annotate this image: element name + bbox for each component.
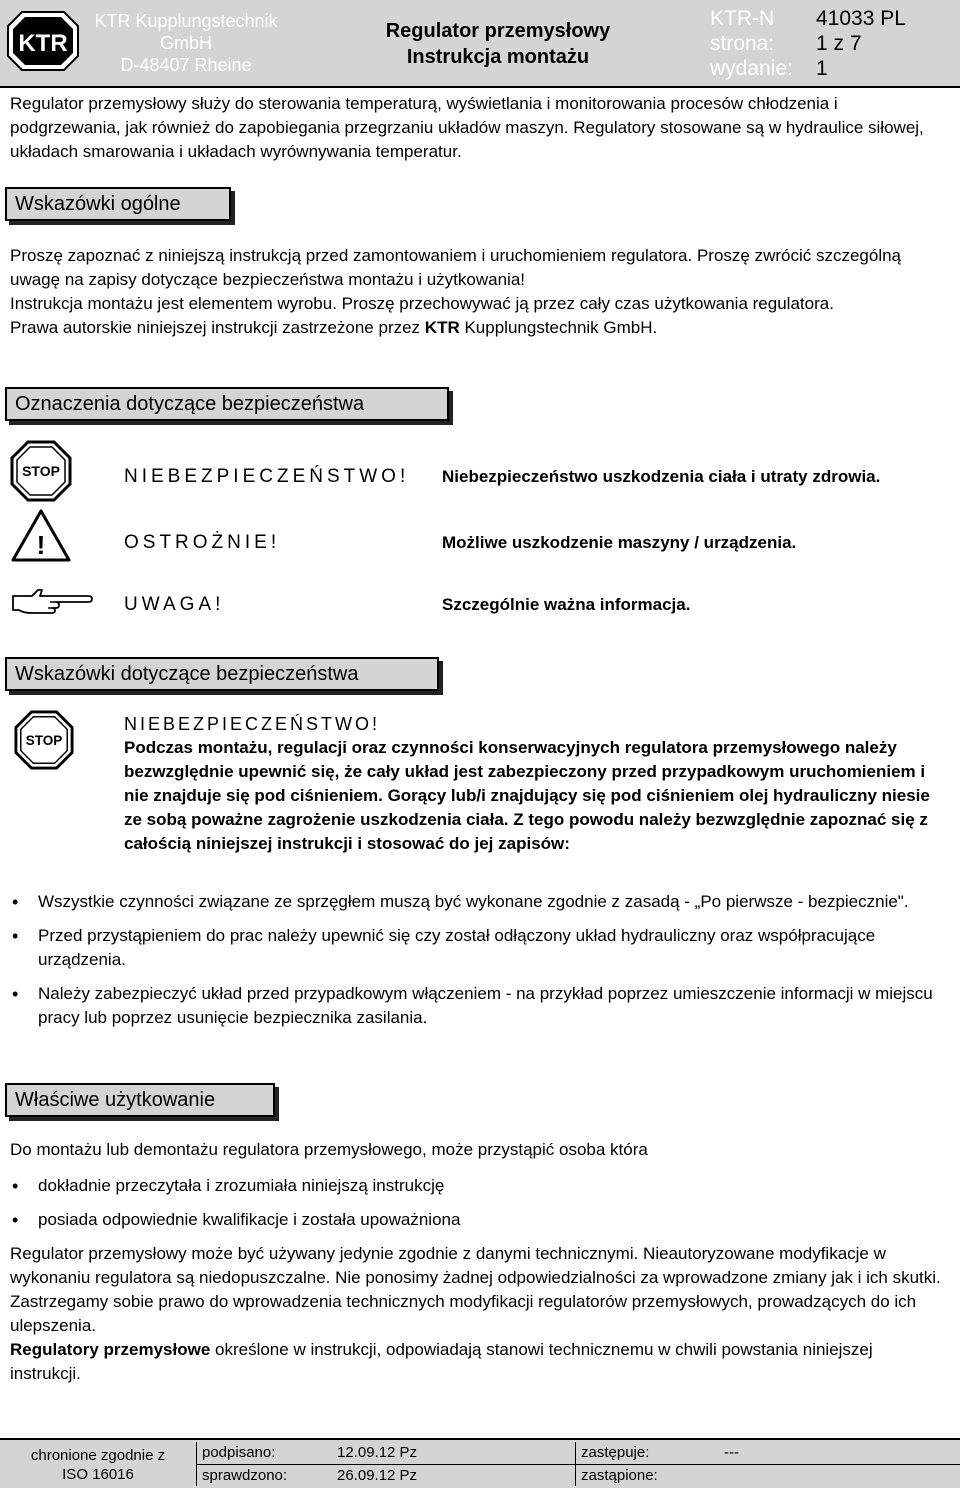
general-notes-p2: Instrukcja montażu jest elementem wyrobu. Proszę przechowywać ją przez cały czas użytkowania regulatora. (10, 294, 834, 313)
general-notes-p1: Proszę zapoznać z niniejszą instrukcją przed zamontowaniem i uruchomieniem regulatora. Proszę zwrócić szczególną uwagę na zapisy dotyczące bezpieczeństwa montażu i użytkowania! (10, 246, 902, 289)
edition-value: 1 (816, 57, 828, 80)
page-value: 1 z 7 (816, 32, 862, 55)
warning-mark: ! (36, 530, 46, 560)
caution-description: Możliwe uszkodzenie maszyny / urządzenia. (442, 533, 797, 552)
document-title (348, 18, 648, 70)
danger-block-word: NIEBEZPIECZEŃSTWO! (124, 714, 381, 734)
copyright-post: Kupplungstechnik GmbH. (459, 318, 658, 337)
proper-use-intro: Do montażu lub demontażu regulatora przemysłowego, może przystąpić osoba która (10, 1140, 648, 1159)
intro-paragraph (10, 92, 945, 164)
edition-label: wydanie: (710, 57, 793, 80)
safety-notes-heading: Wskazówki dotyczące bezpieczeństwa (5, 657, 439, 691)
copyright-ktr: KTR (424, 318, 460, 337)
proper-use-p2 (10, 1338, 945, 1386)
safety-bullets (10, 890, 945, 1040)
safety-bullet: • Należy zabezpieczyć układ przed przypadkowym włączeniem - na przykład poprzez umieszczenie informacji w miejscu pracy lub poprzez usunięcie bezpiecznika zasilania. (10, 982, 945, 1030)
proper-use-p2-rest: określone w instrukcji, odpowiadają stanowi technicznemu w chwili powstania niniejszej instrukcji. (10, 1340, 873, 1383)
qualification-bullet: • dokładnie przeczytała i zrozumiała niniejszą instrukcję (10, 1174, 945, 1198)
caution-word: OSTROŻNIE! (124, 532, 281, 553)
danger-block (124, 712, 946, 856)
replaces-value: --- (724, 1444, 739, 1461)
company-address (86, 10, 286, 76)
document-header (0, 0, 960, 88)
warning-triangle-icon (10, 508, 72, 564)
document-footer (0, 1438, 960, 1488)
symbol-row-caution (10, 508, 945, 568)
safety-symbols-heading: Oznaczenia dotyczące bezpieczeństwa (5, 387, 449, 421)
general-notes-text (10, 244, 945, 340)
ktr-logo (6, 10, 80, 72)
symbol-row-danger (10, 440, 945, 500)
safety-bullet: • Wszystkie czynności związane ze sprzęgłem muszą być wykonane zgodnie z zasadą - „Po pierwsze - bezpiecznie". (10, 890, 945, 914)
danger-block-text: Podczas montażu, regulacji oraz czynności konserwacyjnych regulatora przemysłowego należy bezwzględnie upewnić się, że cały układ jest zabezpieczony przed przypadkowym uruchomieniem i nie znajduje się pod ciśnieniem. Gorący lub/i znajdujący się pod ciśnieniem olej hydrauliczny niesie ze sobą poważne zagrożenie uszkodzenia ciała. Z tego powodu należy bezwzględnie zapoznać się z całością niniejszej instrukcji i stosować do jej zapisów: (124, 738, 930, 853)
protection-line2: ISO 16016 (62, 1466, 134, 1483)
signed-value: 12.09.12 Pz (337, 1444, 418, 1461)
document-title-line1: Regulator przemysłowy (385, 20, 611, 42)
page-label: strona: (710, 32, 775, 55)
pointing-hand-icon (10, 586, 94, 616)
general-notes-p3 (10, 316, 945, 340)
checked-label: sprawdzono: (202, 1467, 288, 1484)
company-name: KTR Kupplungstechnik (94, 11, 278, 31)
protection-line1: chronione zgodnie z (30, 1447, 166, 1464)
company-city: D-48407 Rheine (120, 55, 252, 75)
note-word: UWAGA! (124, 594, 225, 615)
doc-number-label: KTR-N (710, 7, 775, 30)
copyright-pre: Prawa autorskie niniejszej instrukcji zastrzeżone przez (10, 318, 425, 337)
logo-text: KTR (18, 30, 68, 57)
proper-use-heading: Właściwe użytkowanie (5, 1083, 275, 1117)
replaces-label: zastępuje: (581, 1444, 650, 1461)
safety-bullet: • Przed przystąpieniem do prac należy upewnić się czy został odłączony układ hydrauliczny oraz współpracujące urządzenia. (10, 924, 945, 972)
document-title-line2: Instrukcja montażu (406, 46, 590, 68)
stop-sign-text: STOP (25, 732, 63, 748)
qualification-bullet: • posiada odpowiednie kwalifikacje i została upoważniona (10, 1208, 945, 1232)
stop-sign-icon (10, 440, 72, 502)
danger-description: Niebezpieczeństwo uszkodzenia ciała i utraty zdrowia. (442, 467, 881, 486)
stop-sign-text: STOP (22, 463, 60, 479)
danger-word: NIEBEZPIECZEŃSTWO! (124, 466, 410, 487)
proper-use-text (10, 1138, 945, 1386)
symbol-row-note (10, 582, 945, 642)
general-notes-heading: Wskazówki ogólne (5, 187, 231, 221)
note-description: Szczególnie ważna informacja. (442, 595, 691, 614)
company-form: GmbH (159, 33, 212, 53)
proper-use-p2-bold: Regulatory przemysłowe (10, 1340, 211, 1359)
stop-sign-icon (14, 710, 74, 770)
doc-number-value: 41033 PL (816, 7, 906, 30)
intro-text: Regulator przemysłowy służy do sterowania temperaturą, wyświetlania i monitorowania procesów chłodzenia i podgrzewania, jak również do zapobiegania przegrzaniu układów maszyn. Regulatory stosowane są w hydraulice siłowej, układach smarowania i układach wyrównywania temperatur. (10, 94, 924, 161)
signed-label: podpisano: (202, 1444, 276, 1461)
replaced-by-label: zastąpione: (581, 1467, 658, 1484)
checked-value: 26.09.12 Pz (337, 1467, 418, 1484)
proper-use-p1: Regulator przemysłowy może być używany jedynie zgodnie z danymi technicznymi. Nieautoryzowane modyfikacje w wykonaniu regulatora są niedopuszczalne. Nie ponosimy żadnej odpowiedzialności za wprowadzone zmiany jak i ich skutki. Zastrzegamy sobie prawo do wprowadzenia technicznych modyfikacji regulatorów przemysłowych, prowadzących do ich ulepszenia. (10, 1244, 941, 1335)
document-meta (710, 6, 906, 81)
copyright-protection (0, 1446, 196, 1484)
